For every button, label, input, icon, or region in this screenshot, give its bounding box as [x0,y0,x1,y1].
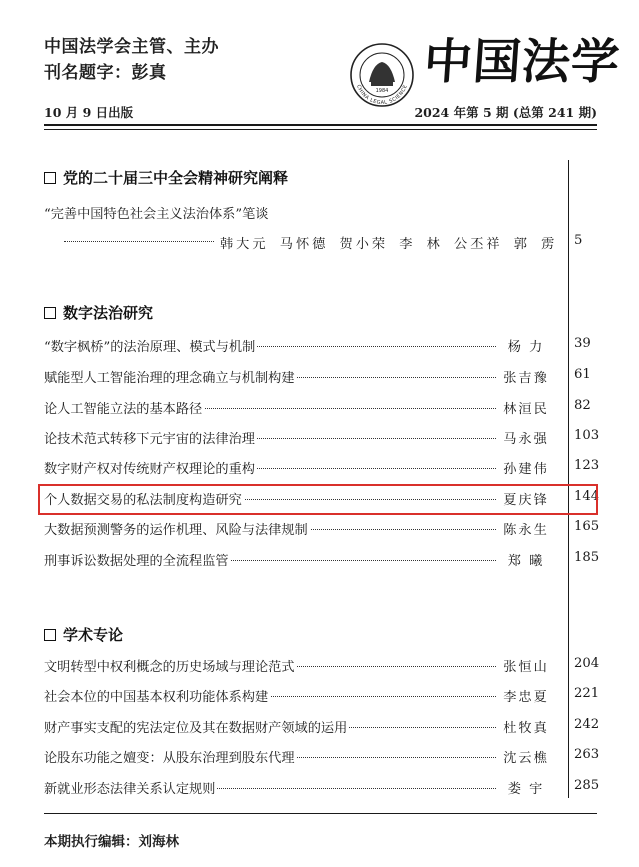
page-number: 263 [574,747,600,762]
article-author: 夏庆锋 [496,489,556,508]
page-column-rule [568,160,569,798]
title-calligraphy-credit: 刊名题字：彭真 [44,63,167,83]
article-title: 数字财产权对传统财产权理论的重构 [44,458,257,477]
article-author: 郑 曦 [496,550,556,569]
page-number: 221 [574,686,600,701]
toc-entry[interactable] [44,458,600,480]
journal-header [44,34,219,86]
article-title: “数字枫桥”的法治原理、模式与机制 [44,336,257,355]
page-number: 123 [574,458,600,473]
article-author: 杨 力 [496,336,556,355]
article-title: 新就业形态法律关系认定规则 [44,778,217,797]
section-title-third-plenum: 党的二十届三中全会精神研究阐释 [44,167,288,188]
journal-seal-logo [349,42,415,108]
article-title: 论技术范式转移下元宇宙的法律治理 [44,428,257,447]
page-number: 82 [574,398,591,413]
toc-entry[interactable] [44,550,600,572]
symposium-title[interactable]: “完善中国特色社会主义法治体系”笔谈 [44,207,269,222]
article-author: 张吉豫 [496,367,556,386]
article-author: 沈云樵 [496,747,556,766]
article-title: 财产事实支配的宪法定位及其在数据财产领域的运用 [44,717,349,736]
article-title: 个人数据交易的私法制度构造研究 [44,489,244,508]
toc-entry[interactable] [44,747,600,769]
checkbox-square-icon [44,629,56,641]
sponsor-line: 中国法学会主管、主办 [44,37,219,57]
article-author: 李忠夏 [496,686,556,705]
section-title-digital-law: 数字法治研究 [44,302,153,323]
page-number: 242 [574,717,600,732]
article-title: 赋能型人工智能治理的理念确立与机制构建 [44,367,297,386]
article-author: 孙建伟 [496,458,556,477]
checkbox-square-icon [44,307,56,319]
article-title: 社会本位的中国基本权利功能体系构建 [44,686,270,705]
toc-entry[interactable] [44,398,591,420]
publish-date: 10 月 9 日出版 [44,105,134,120]
seal-text: CHINA LEGAL SCIENCE [355,83,409,107]
article-author: 娄 宇 [496,778,556,797]
footer-divider [44,813,597,814]
article-title: 文明转型中权利概念的历史场域与理论范式 [44,656,297,675]
page-number: 285 [574,778,600,793]
article-author: 马永强 [496,428,556,447]
page-number: 204 [574,656,600,671]
journal-masthead: 中国法学 [422,34,622,90]
seal-year: 1984 [375,88,389,94]
page-number: 39 [574,336,591,351]
leader-dots [64,241,214,242]
checkbox-square-icon [44,172,56,184]
issue-number: 2024 年第 5 期 (总第 241 期) [414,105,597,120]
page-number: 185 [574,550,600,565]
symposium-authors: 韩大元 马怀德 贺小荣 李 林 公丕祥 郭 雳 [220,237,558,252]
toc-entry[interactable] [44,336,591,358]
article-author: 张恒山 [496,656,556,675]
page-number: 165 [574,519,600,534]
article-title: 刑事诉讼数据处理的全流程监管 [44,550,231,569]
symposium-authors-row[interactable] [64,233,583,255]
article-title: 大数据预测警务的运作机理、风险与法律规制 [44,519,310,538]
page-number: 61 [574,367,591,382]
executive-editor: 本期执行编辑：刘海林 [44,834,179,850]
toc-entry[interactable] [44,656,600,678]
highlight-box [38,484,598,515]
article-title: 论股东功能之嬗变：从股东治理到股东代理 [44,747,297,766]
toc-entry[interactable] [44,717,600,739]
header-divider [44,124,597,126]
toc-entry[interactable] [44,519,600,541]
toc-entry[interactable] [44,778,600,800]
section-title-academic: 学术专论 [44,624,123,645]
page-number: 144 [574,489,600,504]
article-author: 杜牧真 [496,717,556,736]
article-title: 论人工智能立法的基本路径 [44,398,204,417]
page-number: 103 [574,428,600,443]
header-divider-thin [44,129,597,130]
toc-entry[interactable] [44,367,591,389]
toc-entry[interactable] [44,686,600,708]
article-author: 林洹民 [496,398,556,417]
article-author: 陈永生 [496,519,556,538]
page-number: 5 [574,233,583,248]
toc-entry[interactable] [44,428,600,450]
